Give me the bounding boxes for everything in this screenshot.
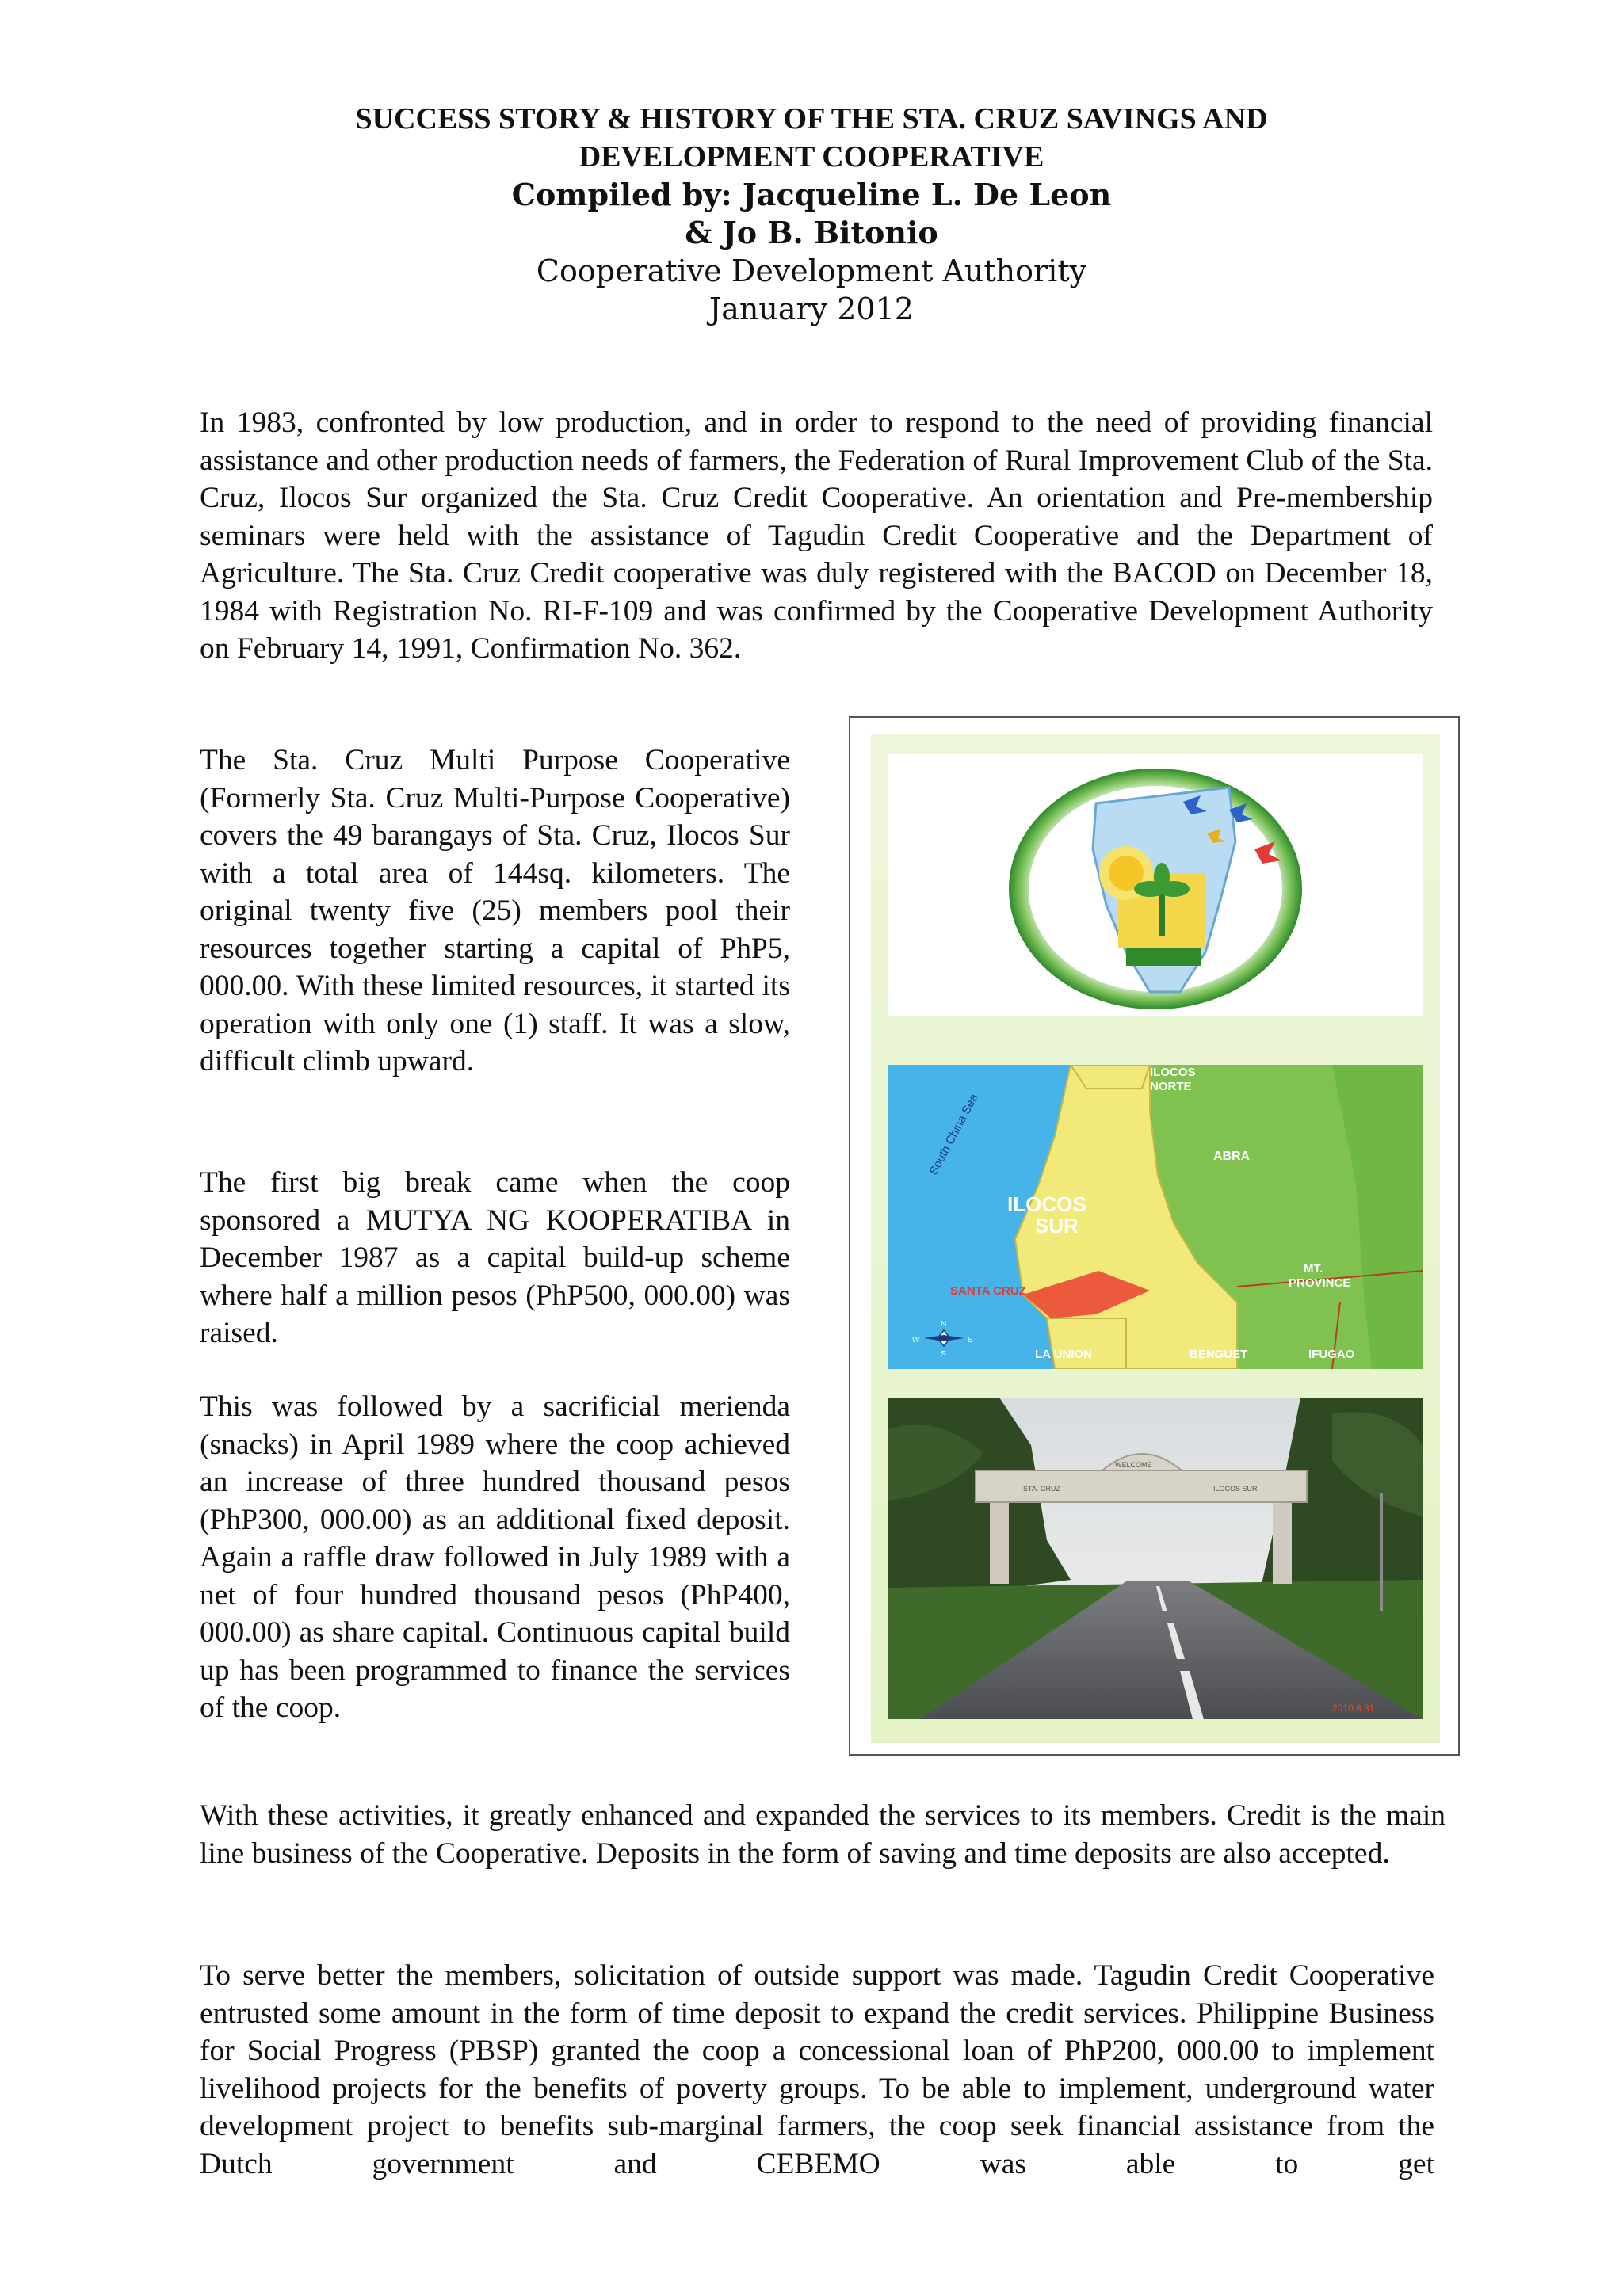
- compass-s: S: [941, 1350, 946, 1359]
- compiled-by-line1: Compiled by: Jacqueline L. De Leon: [511, 177, 1112, 212]
- plant-leaf-icon: [1154, 863, 1170, 891]
- ilocos-sur-map: [888, 1065, 1423, 1369]
- utility-pole: [1380, 1493, 1383, 1611]
- document-title-line1: SUCCESS STORY & HISTORY OF THE STA. CRUZ SAVINGS AND: [355, 102, 1268, 135]
- arch-right-pillar: [1273, 1493, 1292, 1584]
- compass-n: N: [941, 1320, 947, 1329]
- label-ilocos-norte-2: NORTE: [1150, 1080, 1192, 1093]
- label-ilocos-sur-2: SUR: [1035, 1214, 1079, 1238]
- paragraph-coverage: The Sta. Cruz Multi Purpose Cooperative (Formerly Sta. Cruz Multi-Purpose Cooperative) covers the 49 barangays of Sta. Cruz, Ilocos Sur with a total area of 144sq. kilometers. The original twenty five (25) members pool their resources together starting a capital of PhP5, 000.00. With these limited resources, it started its operation with only one (1) staff. It was a slow, difficult climb upward.: [200, 744, 790, 1077]
- label-abra: ABRA: [1213, 1150, 1251, 1163]
- label-ilocos-norte-1: ILOCOS: [1150, 1066, 1196, 1079]
- arch-welcome-text: WELCOME: [1115, 1461, 1152, 1469]
- title-block: [0, 100, 1623, 328]
- document-title-line2: DEVELOPMENT COOPERATIVE: [579, 140, 1044, 174]
- label-mt-province-1: MT.: [1304, 1262, 1323, 1276]
- arch-left-text: STA. CRUZ: [1023, 1485, 1060, 1493]
- document-date: January 2012: [709, 292, 914, 326]
- label-benguet: BENGUET: [1190, 1348, 1248, 1361]
- cooperative-logo: [888, 754, 1423, 1016]
- paragraph-services: With these activities, it greatly enhanced and expanded the services to its members. Credit is the main line business of the Cooperative. Deposits in the form of saving and time deposits are also accepted.: [200, 1799, 1445, 1870]
- figure-frame: [849, 716, 1460, 1756]
- paragraph-first-break: The first big break came when the coop sponsored a MUTYA NG KOOPERATIBA in December 1987 as a capital build-up scheme where half a million pesos (PhP500, 000.00) was raised.: [200, 1166, 790, 1349]
- logo-base-bar: [1126, 948, 1201, 966]
- photo-timestamp: 2010 8 31: [1332, 1703, 1375, 1714]
- map-la-union: [1047, 1318, 1126, 1369]
- label-ilocos-sur-1: ILOCOS: [1007, 1192, 1086, 1216]
- paragraph-capital-buildup: This was followed by a sacrificial merienda (snacks) in April 1989 where the coop achieved an increase of three hundred thousand pesos (PhP300, 000.00) as an additional fixed deposit. Again a raffle draw followed in July 1989 with a net of four hundred thousand pesos (PhP400, 000.00) as share capital. Continuous capital build up has been programmed to finance the services of the coop.: [200, 1390, 790, 1724]
- label-la-union: LA UNION: [1035, 1348, 1092, 1361]
- road-photo-graphic: [888, 1398, 1423, 1719]
- compass-e: E: [968, 1336, 973, 1344]
- label-south-china-sea: South China Sea: [926, 1091, 981, 1177]
- logo-graphic: [888, 754, 1423, 1016]
- label-mt-province-2: PROVINCE: [1289, 1276, 1351, 1290]
- welcome-arch-photo: [888, 1398, 1423, 1719]
- organization-name: Cooperative Development Authority: [536, 254, 1087, 288]
- map-graphic: [888, 1065, 1423, 1369]
- paragraph-outside-support: To serve better the members, solicitation of outside support was made. Tagudin Credit Cooperative entrusted some amount in the form of time deposit to expand the credit services. Philippine Business for Social Progress (PBSP) granted the coop a concessional loan of PhP200, 000.00 to implement livelihood projects for the benefits of poverty groups. To be able to implement, underground water development project to benefits sub-marginal farmers, the coop seek financial assistance from the Dutch government and CEBEMO was able to get: [200, 1959, 1434, 2180]
- label-santa-cruz: SANTA CRUZ: [950, 1284, 1026, 1298]
- compiled-by-line2: & Jo B. Bitonio: [685, 215, 938, 250]
- label-ifugao: IFUGAO: [1308, 1348, 1355, 1361]
- compass-w: W: [912, 1336, 920, 1344]
- arch-left-pillar: [990, 1493, 1009, 1584]
- paragraph-history-intro: In 1983, confronted by low production, and in order to respond to the need of providing financial assistance and other production needs of farmers, the Federation of Rural Improvement Club of the Sta. Cruz, Ilocos Sur organized the Sta. Cruz Credit Cooperative. An orientation and Pre-membership seminars were held with the assistance of Tagudin Credit Cooperative and the Department of Agriculture. The Sta. Cruz Credit cooperative was duly registered with the BACOD on December 18, 1984 with Registration No. RI-F-109 and was confirmed by the Cooperative Development Authority on February 14, 1991, Confirmation No. 362.: [200, 406, 1433, 665]
- arch-right-text: ILOCOS SUR: [1213, 1485, 1258, 1493]
- figure-background: [871, 734, 1440, 1743]
